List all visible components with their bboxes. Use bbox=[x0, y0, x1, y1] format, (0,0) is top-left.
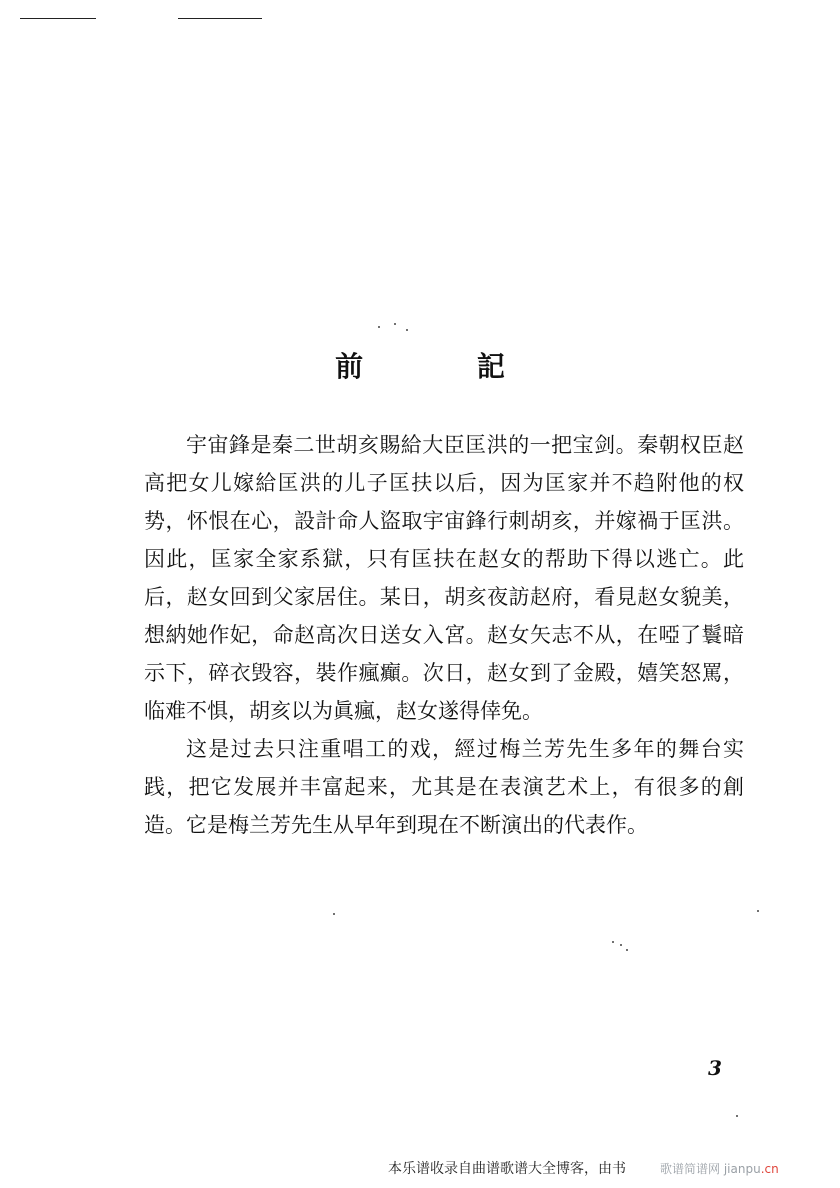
page-title: 前 記 bbox=[335, 350, 557, 383]
scan-speck bbox=[378, 326, 380, 328]
scan-speck bbox=[626, 949, 628, 951]
scan-speck bbox=[406, 329, 408, 331]
watermark bbox=[660, 1160, 779, 1177]
watermark-domain-suffix: .cn bbox=[760, 1162, 779, 1176]
paragraph-1: 宇宙鋒是秦二世胡亥賜給大臣匡洪的一把宝剑。秦朝权臣赵高把女儿嫁給匡洪的儿子匡扶以后，因为匡家并不趋附他的权势，怀恨在心，設計命人盜取宇宙鋒行刺胡亥，并嫁禍于匡洪。因此，匡家全家系獄，只有匡扶在赵女的帮助下得以逃亡。此后，赵女回到父家居住。某日，胡亥夜訪赵府，看見赵女貌美，想納她作妃，命赵高次日送女入宮。赵女矢志不从，在啞了鬟暗示下，碎衣毁容，裝作瘋癲。次日，赵女到了金殿，嬉笑怒罵，临难不惧，胡亥以为眞瘋，赵女遂得倖免。 bbox=[144, 433, 744, 723]
top-rule-left bbox=[20, 18, 96, 19]
top-rule-right bbox=[178, 18, 262, 19]
watermark-text: 歌谱简谱网 bbox=[660, 1162, 721, 1176]
scan-speck bbox=[757, 910, 759, 912]
scan-speck bbox=[333, 913, 335, 915]
watermark-domain: jianpu bbox=[723, 1162, 761, 1176]
scan-speck bbox=[620, 944, 622, 946]
scan-speck bbox=[394, 323, 396, 325]
page-number: 3 bbox=[708, 1056, 722, 1080]
body-text bbox=[144, 426, 744, 844]
scan-speck bbox=[736, 1115, 738, 1117]
scan-speck bbox=[612, 941, 614, 943]
paragraph-2: 这是过去只注重唱工的戏，經过梅兰芳先生多年的舞台实践，把它发展并丰富起来，尤其是在表演艺术上，有很多的創造。它是梅兰芳先生从早年到現在不断演出的代表作。 bbox=[144, 737, 744, 837]
footer-caption: 本乐谱收录自曲谱歌谱大全博客，由书 bbox=[388, 1161, 626, 1177]
